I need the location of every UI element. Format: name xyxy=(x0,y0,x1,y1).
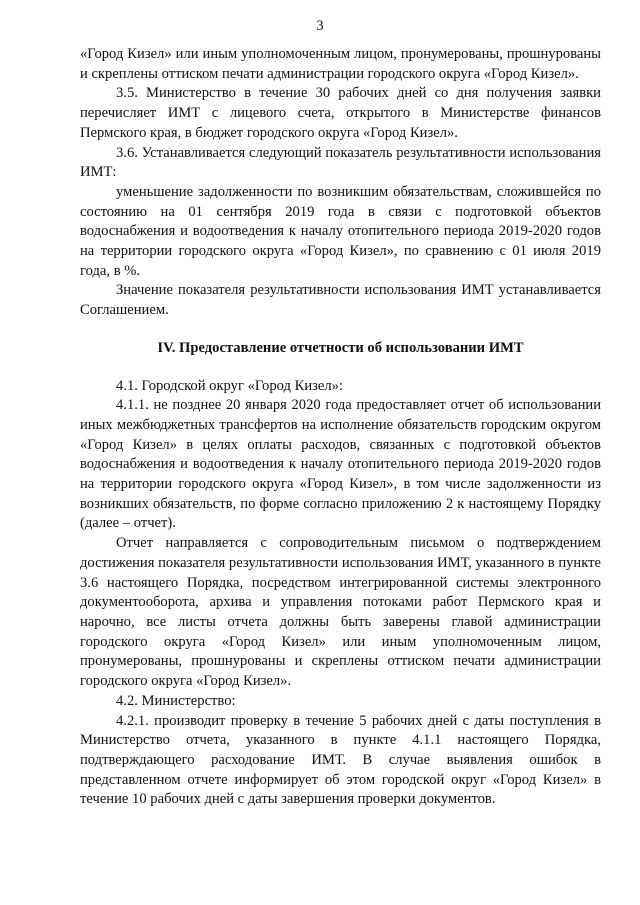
paragraph-4-1: 4.1. Городской округ «Город Кизел»: xyxy=(116,377,344,394)
paragraph-4-1-1: 4.1.1. не позднее 20 января 2020 года предоставляет отчет об использовании иных межбюджетных трансфертов на исполнение обязательств городским округом «Город Кизел» в целях оплаты расходов, связанных с подготовкой объектов водоснабжения и водоотведения к началу отопительного периода 2019-2020 годов на территории городского округа «Город Кизел», в том числе задолженности из возникших обязательств, по форме согласно приложению 2 к настоящему Порядку (далее – отчет). xyxy=(80,397,601,532)
page-number: 3 xyxy=(316,18,324,34)
paragraph-3-5: 3.5. Министерство в течение 30 рабочих дней со дня получения заявки перечисляет ИМТ с лицевого счета, открытого в Министерстве финансов Пермского края, в бюджет городского округа «Город Кизел». xyxy=(80,85,601,141)
document-body xyxy=(80,45,601,810)
paragraph-4-2-1: 4.2.1. производит проверку в течение 5 рабочих дней с даты поступления в Министерство отчета, указанного в пункте 4.1.1 настоящего Порядка, подтверждающего расходование ИМТ. В случае выявления ошибок в представленном отчете информирует об этом городской округ «Город Кизел» в течение 10 рабочих дней с даты завершения проверки документов. xyxy=(80,712,601,808)
paragraph-indicator-value: Значение показателя результативности использования ИМТ устанавливается Соглашением. xyxy=(80,282,601,319)
paragraph-indicator: уменьшение задолженности по возникшим обязательствам, сложившейся по состоянию на 01 сентября 2019 года в связи с подготовкой объектов водоснабжения и водоотведения к началу отопительного периода 2019-2020 годов на территории городского округа «Город Кизел», по сравнению с 01 июля 2019 года, в %. xyxy=(80,183,601,279)
paragraph-4-2: 4.2. Министерство: xyxy=(116,692,236,709)
paragraph-report-sending: Отчет направляется с сопроводительным письмом о подтверждением достижения показателя результативности использования ИМТ, указанного в пункте 3.6 настоящего Порядка, посредством интегрированной системы электронного документооборота, архива и управления потоками работ Пермского края и нарочно, все листы отчета должны быть заверены главой администрации городского округа «Город Кизел» или иным уполномоченным лицом, пронумерованы, прошнурованы и скреплены оттиском печати администрации городского округа «Город Кизел». xyxy=(80,535,601,690)
paragraph-3-6: 3.6. Устанавливается следующий показатель результативности использования ИМТ: xyxy=(80,144,601,181)
paragraph-continuation: «Город Кизел» или иным уполномоченным лицом, пронумерованы, прошнурованы и скреплены оттиском печати администрации городского округа «Город Кизел». xyxy=(80,46,601,82)
section-heading: IV. Предоставление отчетности об использовании ИМТ xyxy=(157,339,524,356)
